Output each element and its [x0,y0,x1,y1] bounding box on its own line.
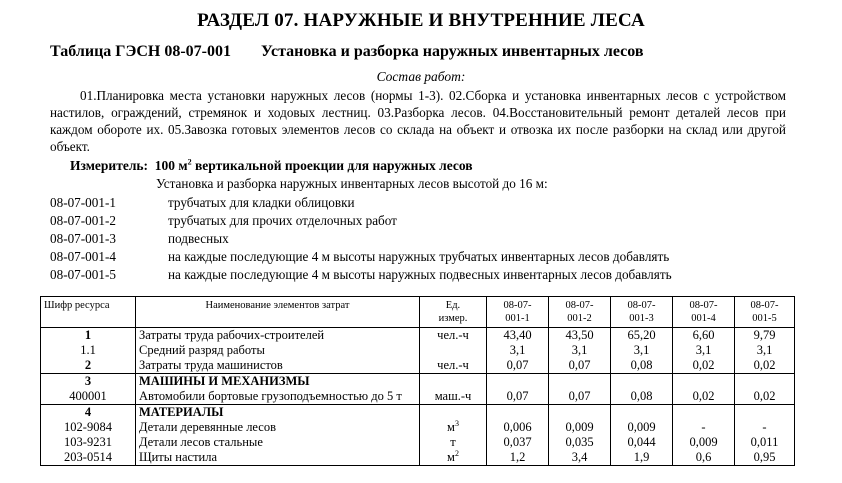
works-text: 01.Планировка места установки наружных лесов (нормы 1-3). 02.Сборка и установка инвентарных лесов с устройством настилов, ограждений, стремянок и ходовых лестниц. 03.Разборка лесов. 04.Восстановительный ремонт деталей лесов при каждом обороте их. 05.Завозка готовых элементов лесов со склада на объект и отвозка их после разборки на склад или другой объект. [50,88,786,154]
resource-value-3 [611,405,673,421]
resource-unit [420,405,487,421]
header-col-5-l2: 001-5 [752,313,777,324]
resource-value-1 [487,405,549,421]
norm-codes-list [50,194,672,284]
resource-code: 3 [41,374,136,390]
resource-value-5: 0,011 [735,435,795,450]
resource-value-5: - [735,420,795,435]
resource-value-4: 0,02 [673,389,735,405]
header-col-3-l1: 08-07- [627,300,656,311]
measure-line [70,158,473,174]
resource-value-2: 3,1 [549,343,611,358]
resource-name: МАШИНЫ И МЕХАНИЗМЫ [136,374,420,390]
table-row [41,420,795,435]
resource-value-2: 0,009 [549,420,611,435]
header-col-4-l1: 08-07- [689,300,718,311]
resource-value-4 [673,374,735,390]
norm-description: подвесных [168,231,229,246]
resource-value-2: 43,50 [549,328,611,344]
norm-code-row [50,212,672,230]
header-unit [420,297,487,328]
norm-code: 08-07-001-1 [50,195,116,210]
resource-value-1: 3,1 [487,343,549,358]
resource-name: Щиты настила [136,450,420,466]
resource-value-2: 3,4 [549,450,611,466]
resource-value-5: 3,1 [735,343,795,358]
header-col-1 [487,297,549,328]
norm-description: трубчатых для кладки облицовки [168,195,355,210]
resource-value-1: 1,2 [487,450,549,466]
resource-value-2: 0,07 [549,389,611,405]
header-col-5 [735,297,795,328]
resource-name: Затраты труда рабочих-строителей [136,328,420,344]
norm-code-row [50,266,672,284]
resource-value-5 [735,405,795,421]
resource-value-1: 0,006 [487,420,549,435]
works-heading: Состав работ: [376,69,466,84]
resource-value-4 [673,405,735,421]
norm-code-row [50,248,672,266]
resource-code: 203-0514 [41,450,136,466]
resource-value-1: 0,07 [487,389,549,405]
measure-value [151,158,472,173]
resource-unit: $м^2$ [420,450,487,466]
section-title: РАЗДЕЛ 07. НАРУЖНЫЕ И ВНУТРЕННИЕ ЛЕСА [197,10,645,31]
resource-code: 2 [41,358,136,374]
resource-code: 1 [41,328,136,344]
table-row [41,389,795,405]
resource-value-4: 6,60 [673,328,735,344]
resource-name: МАТЕРИАЛЫ [136,405,420,421]
resource-value-4: 0,02 [673,358,735,374]
resource-name: Автомобили бортовые грузоподъемностью до 5 т [136,389,420,405]
measure-value-suffix: вертикальной проекции для наружных лесов [191,158,473,173]
resource-value-2 [549,405,611,421]
resource-value-1 [487,374,549,390]
table-heading [50,43,644,61]
norm-code: 08-07-001-5 [50,267,116,282]
table-row [41,405,795,421]
norms-subheading: Установка и разборка наружных инвентарных лесов высотой до 16 м: [156,176,548,191]
resource-table [40,296,795,466]
header-unit-line1: Ед. [445,300,461,311]
resource-value-2: 0,035 [549,435,611,450]
resource-value-5: 0,02 [735,389,795,405]
resource-unit [420,374,487,390]
header-col-5-l1: 08-07- [750,300,779,311]
resource-unit: маш.-ч [420,389,487,405]
resource-unit: чел.-ч [420,358,487,374]
header-col-4 [673,297,735,328]
resource-value-2: 0,07 [549,358,611,374]
resource-name: Детали лесов стальные [136,435,420,450]
resource-value-3: 65,20 [611,328,673,344]
resource-value-3 [611,374,673,390]
resource-name: Затраты труда машинистов [136,358,420,374]
table-row [41,328,795,344]
header-col-1-l1: 08-07- [503,300,532,311]
header-name: Наименование элементов затрат [136,297,420,328]
table-title: Установка и разборка наружных инвентарных лесов [260,43,644,60]
norm-description: на каждые последующие 4 м высоты наружных подвесных инвентарных лесов добавлять [168,267,672,282]
resource-value-5: 9,79 [735,328,795,344]
resource-value-5: 0,95 [735,450,795,466]
norm-code: 08-07-001-3 [50,231,116,246]
resource-code: 1.1 [41,343,136,358]
norm-code-row [50,230,672,248]
measure-value-prefix: 100 м [154,158,188,173]
resource-name: Детали деревянные лесов [136,420,420,435]
resource-value-1: 43,40 [487,328,549,344]
resource-value-1: 0,07 [487,358,549,374]
resource-value-1: 0,037 [487,435,549,450]
resource-unit: т [420,435,487,450]
header-code: Шифр ресурса [41,297,136,328]
table-code: Таблица ГЭСН 08-07-001 [50,43,231,60]
resource-value-4: 0,009 [673,435,735,450]
norm-description: на каждые последующие 4 м высоты наружных трубчатых инвентарных лесов добавлять [168,249,670,264]
table-row [41,343,795,358]
resource-value-2 [549,374,611,390]
header-col-1-l2: 001-1 [505,313,530,324]
measure-value-sup: 2 [187,157,192,167]
resource-unit [420,343,487,358]
norm-code-row [50,194,672,212]
resource-unit-sup: 2 [454,448,459,458]
table-row [41,450,795,466]
resource-value-4: - [673,420,735,435]
norm-code: 08-07-001-4 [50,249,116,264]
header-col-3-l2: 001-3 [629,313,654,324]
norm-description: трубчатых для прочих отделочных работ [168,213,397,228]
header-col-3 [611,297,673,328]
header-unit-line2: измер. [438,313,468,324]
resource-code: 4 [41,405,136,421]
resource-value-4: 0,6 [673,450,735,466]
norm-code: 08-07-001-2 [50,213,116,228]
table-row [41,435,795,450]
resource-table-body [41,328,795,466]
resource-unit: чел.-ч [420,328,487,344]
header-col-4-l2: 001-4 [691,313,716,324]
resource-value-3: 3,1 [611,343,673,358]
resource-value-5: 0,02 [735,358,795,374]
resource-value-5 [735,374,795,390]
header-col-2 [549,297,611,328]
resource-code: 102-9084 [41,420,136,435]
resource-value-3: 1,9 [611,450,673,466]
resource-unit-sup: 3 [454,418,459,428]
resource-value-4: 3,1 [673,343,735,358]
resource-value-3: 0,009 [611,420,673,435]
table-row [41,374,795,390]
resource-name: Средний разряд работы [136,343,420,358]
resource-value-3: 0,044 [611,435,673,450]
resource-code: 400001 [41,389,136,405]
resource-unit: $м^3$ [420,420,487,435]
table-header-row [41,297,795,328]
header-col-2-l2: 001-2 [567,313,592,324]
resource-value-3: 0,08 [611,389,673,405]
resource-code: 103-9231 [41,435,136,450]
table-row [41,358,795,374]
measure-label: Измеритель: [70,158,149,173]
resource-value-3: 0,08 [611,358,673,374]
header-col-2-l1: 08-07- [565,300,594,311]
